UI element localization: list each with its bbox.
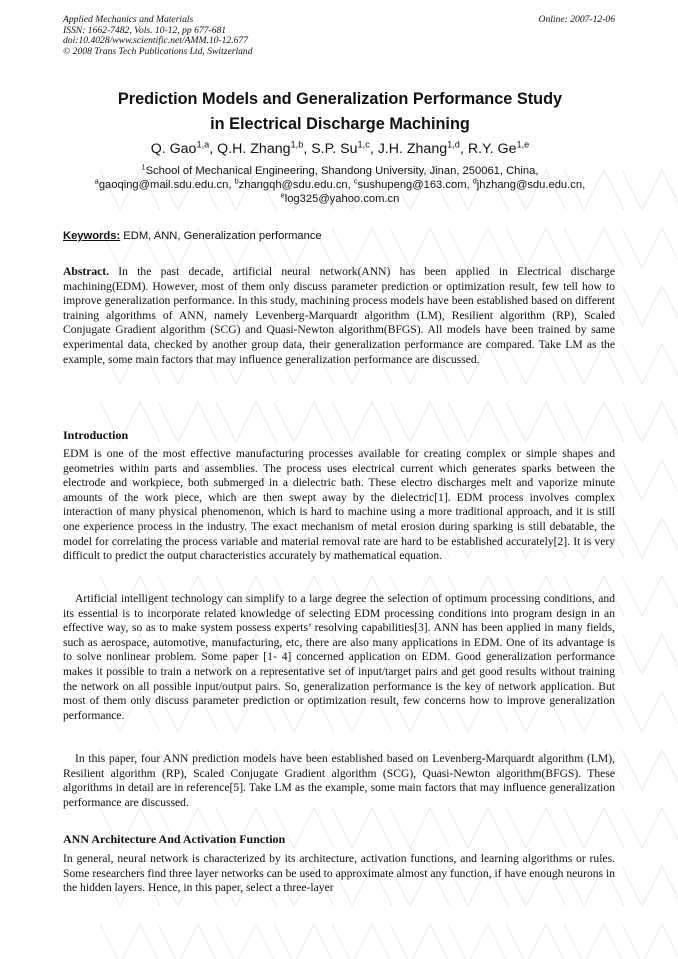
journal-name: Applied Mechanics and Materials — [63, 14, 194, 25]
ann-paragraph-1: In general, neural network is characterized by its architecture, activation functions, and learning algorithms or rules. Some researchers find three layer networks can be used to approximate almost any function, if have enough neurons in the hidden layers. Hence, in this paper, select a three-layer — [63, 852, 615, 895]
affiliation-block — [40, 164, 640, 206]
keywords-label: Keywords: — [63, 230, 121, 242]
author: Q. Gao$^{1,a}$, — [150, 139, 218, 157]
journal-header — [63, 15, 615, 57]
journal-doi: doi:10.4028/www.scientific.net/AMM.10-12.677 — [63, 35, 249, 47]
author: Q.H. Zhang$^{1,b}$, — [217, 139, 312, 157]
journal-issn: ISSN: 1662-7482, Vols. 10-12, pp 677-681 — [63, 24, 227, 36]
keywords — [63, 229, 615, 243]
email[interactable]: $^c$sushupeng@163.com — [353, 176, 467, 191]
section-heading-ann-architecture: ANN Architecture And Activation Function — [63, 832, 286, 846]
journal-copyright: © 2008 Trans Tech Publications Ltd, Switzerland — [63, 45, 253, 57]
author: R.Y. Ge$^{1,e}$ — [467, 139, 530, 157]
intro-paragraph-3: In this paper, four ANN prediction models have been established based on Levenberg-Marquardt algorithm (LM), Resilient algorithm (RP), Scaled Conjugate Gradient algorithm (SCG), Quasi-Newton algorithm(BFGS). These algorithms in detail are in reference[5]. Take LM as the example, some main factors that may influence generalization performance are discussed. — [63, 752, 615, 809]
online-date: Online: 2007-12-06 — [538, 14, 615, 25]
author: S.P. Su$^{1,c}$, — [311, 139, 378, 157]
abstract-text: In the past decade, artificial neural network(ANN) has been applied in Electrical discharge machining(EDM). However, most of them only discuss parameter prediction or optimization result, few tell how to improve generalization performance. In this study, machining process models have been established based on different training algorithms of ANN, namely Levenberg-Marquardt algorithm (LM), Resilient algorithm (RP), Scaled Conjugate Gradient algorithm (SCG) and Quasi-Newton algorithm(BFGS). All models have been trained by same experimental data, checked by another group data, their generalization performance are compared. Take LM as the example, some main factors that may influence generalization performance are discussed. — [63, 265, 615, 366]
title-line-2: in Electrical Discharge Machining — [210, 115, 470, 133]
email[interactable]: $^b$zhangqh@sdu.edu.cn — [234, 176, 348, 191]
keywords-text: EDM, ANN, Generalization performance — [120, 230, 322, 242]
section-heading-introduction: Introduction — [63, 428, 129, 442]
author: J.H. Zhang$^{1,d}$, — [377, 139, 468, 157]
intro-paragraph-2: Artificial intelligent technology can simplify to a large degree the selection of optimum processing conditions, and its essential is to incorporate related knowledge of selecting EDM processing conditions into program design in an effective way, so as to make system possess experts’ resolving capabilities[3]. ANN has been applied in many fields, such as aerospace, automotive, manufacturing, etc, there are also many applications in EDM. One of its advantage is to solve nonlinear problem. Some paper [1- 4] concerned application on EDM. Good generalization performance makes it possible to train a network on a representative set of input/target pairs and get good results without training the network on all possible input/output pairs. So, generalization performance is the key of network application. But most of them only discuss parameter prediction or optimization result, few concerns how to improve generalization performance. — [63, 592, 615, 722]
email[interactable]: $^d$jhzhang@sdu.edu.cn — [472, 176, 583, 191]
abstract — [63, 265, 615, 367]
intro-paragraph-1: EDM is one of the most effective manufacturing processes available for creating complex or simple shapes and geometries within parts and assemblies. The process uses electrical current which generates sparks between the electrode and workpiece, both submerged in a dielectric bath. These electro discharges melt and vaporize minute amounts of the work piece, which are then swept away by the dielectric[1]. EDM process involves complex interaction of many physical phenomenon, which is hard to machine using a more traditional approach, and it is still one experience process in the industry. The exact mechanism of metal erosion during sparking is still debatable, the model for correlating the process variable and material removal rate are hard to be established accurately[2]. It is very difficult to predict the output characteristics accurately by mathematical equation. — [63, 447, 615, 563]
author-list — [40, 140, 640, 158]
title-line-1: Prediction Models and Generalization Performance Study — [117, 90, 563, 108]
paper-title — [40, 87, 640, 137]
email[interactable]: $^a$gaoqing@mail.sdu.edu.cn — [94, 176, 229, 191]
affiliation: $^1$School of Mechanical Engineering, Shandong University, Jinan, 250061, China, — [141, 162, 539, 177]
email-list: $^a$gaoqing@mail.sdu.edu.cn, $^b$zhangqh@sdu.edu.cn, $^c$sushupeng@163.com, $^d$jhzhang@sdu.edu.cn, — [94, 176, 586, 191]
email[interactable]: $^e$log325@yahoo.com.cn — [280, 190, 400, 205]
abstract-label: Abstract. — [63, 265, 110, 278]
